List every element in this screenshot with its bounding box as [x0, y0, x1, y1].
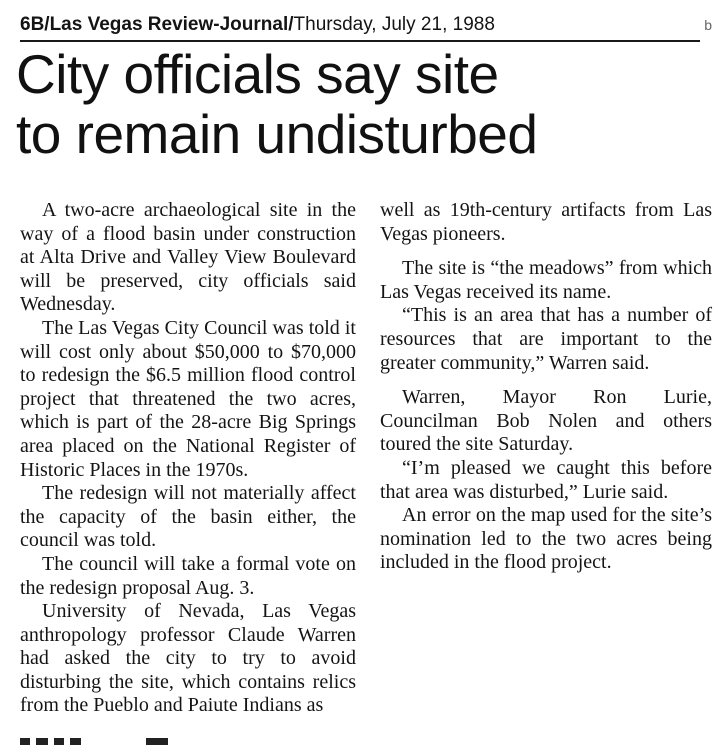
- article-paragraph: Warren, Mayor Ron Lurie, Councilman Bob Nolen and others toured the site Saturday.: [380, 386, 712, 456]
- article-paragraph: “This is an area that has a number of resources that are important to the greater community,” Warren said.: [380, 304, 712, 374]
- header-rule: [20, 40, 700, 42]
- article-paragraph: A two-acre archaeological site in the way of a flood basin under construction at Alta Drive and Valley View Boulevard will be preserved, city officials said Wednesday.: [20, 199, 356, 316]
- cut-glyph: [36, 738, 48, 745]
- clipped-next-headline: [20, 738, 170, 745]
- cut-glyph: [146, 738, 168, 745]
- clipped-adjacent-text: b: [704, 17, 712, 33]
- article-paragraph: University of Nevada, Las Vegas anthropology professor Claude Warren had asked the city to try to avoid disturbing the site, which contains relics from the Pueblo and Paiute Indians as: [20, 600, 356, 717]
- cut-glyph: [70, 738, 81, 745]
- article-column-left: [20, 199, 356, 718]
- headline-line-2: to remain undisturbed: [16, 103, 538, 165]
- cut-glyph: [54, 738, 64, 745]
- publication-date: Thursday, July 21, 1988: [293, 14, 495, 35]
- article-paragraph: The Las Vegas City Council was told it will cost only about $50,000 to $70,000 to redesign the $6.5 million flood control project that threatened the two acres, which is part of the 28-acre Big Springs area placed on the National Register of Historic Places in the 1970s.: [20, 316, 356, 481]
- page-folio: [20, 10, 710, 40]
- article-paragraph: “I’m pleased we caught this before that area was disturbed,” Lurie said.: [380, 456, 712, 503]
- article-paragraph: The redesign will not materially affect the capacity of the basin either, the council was told.: [20, 482, 356, 552]
- article-paragraph: An error on the map used for the site’s nomination led to the two acres being included in the flood project.: [380, 504, 712, 574]
- cut-glyph: [20, 738, 30, 745]
- article-paragraph: The council will take a formal vote on the redesign proposal Aug. 3.: [20, 552, 356, 599]
- headline-line-1: City officials say site: [16, 43, 499, 105]
- headline: [16, 44, 706, 164]
- article-paragraph: The site is “the meadows” from which Las Vegas received its name.: [380, 257, 712, 303]
- page-and-paper-name: 6B/Las Vegas Review-Journal/: [20, 14, 294, 35]
- article-paragraph-continued: well as 19th-century artifacts from Las Vegas pioneers.: [380, 199, 712, 245]
- article-column-right: [380, 199, 712, 575]
